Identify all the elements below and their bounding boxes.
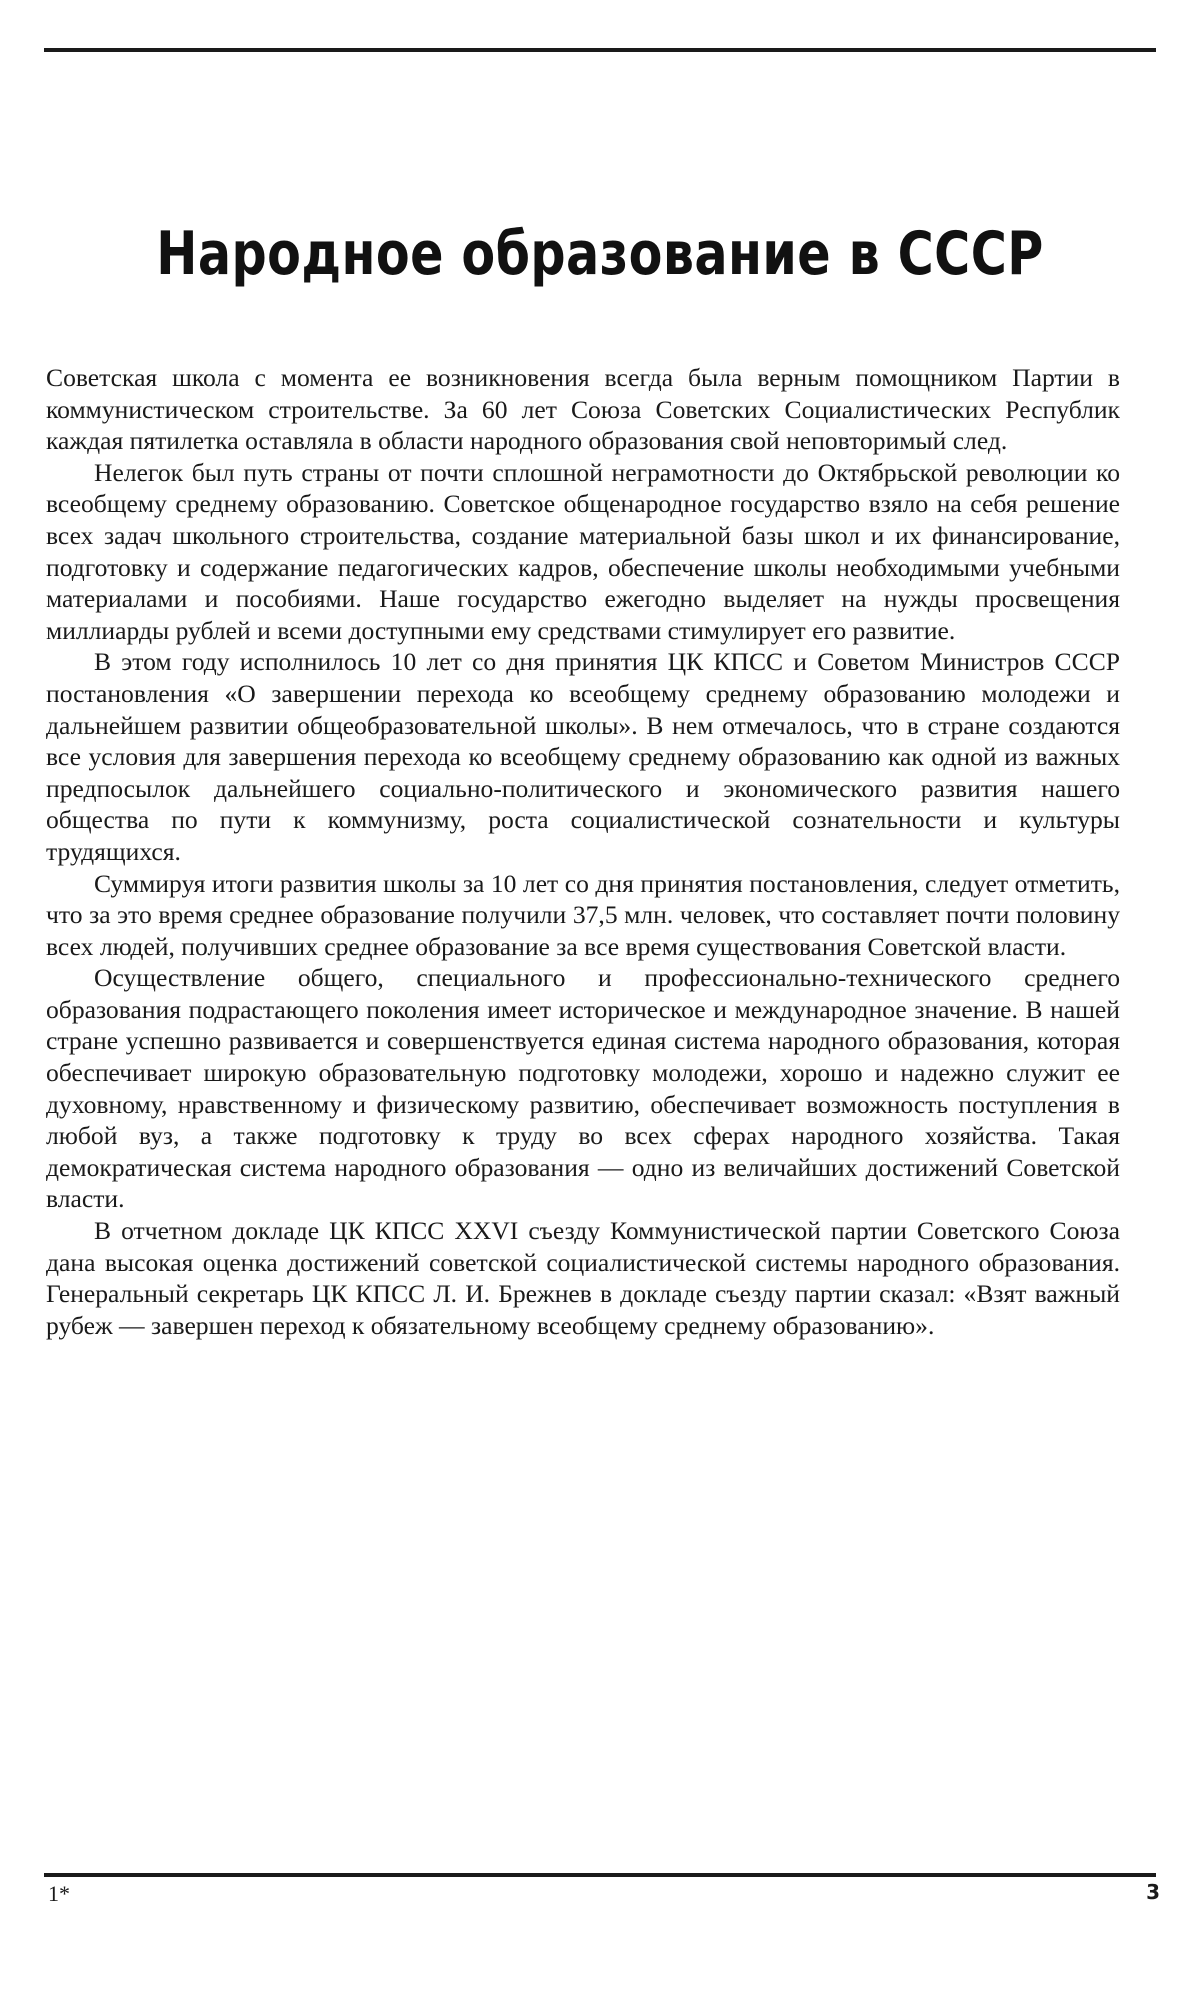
page-number: 3 (1146, 1880, 1160, 1904)
bottom-rule (44, 1873, 1156, 1877)
paragraph: Осуществление общего, специального и профессионально-технического среднего образования подрастающего поколения имеет историческое и международное значение. В нашей стране успешно развивается и совершенствуется единая система народного образования, которая обеспечивает широкую образовательную подготовку молодежи, хорошо и надежно служит ее духовному, нравственному и физическому развитию, обеспечивает возможность поступления в любой вуз, а также подготовку к труду во всех сферах народного хозяйства. Такая демократическая система народного образования — одно из величайших достижений Советской власти. (46, 963, 1120, 1214)
signature-mark: 1* (48, 1881, 70, 1906)
paragraph: В этом году исполнилось 10 лет со дня принятия ЦК КПСС и Советом Министров СССР постановления «О завершении перехода ко всеобщему среднему образованию молодежи и дальнейшем развитии общеобразовательной школы». В нем отмечалось, что в стране создаются все условия для завершения перехода ко всеобщему среднему образованию как одной из важных предпосылок дальнейшего социально-политического и экономического развития нашего общества по пути к коммунизму, роста социалистической сознательности и культуры трудящихся. (46, 647, 1120, 866)
paragraph: Нелегок был путь страны от почти сплошной неграмотности до Октябрьской революции ко всеобщему среднему образованию. Советское общенародное государство взяло на себя решение всех задач школьного строительства, создание материальной базы школ и их финансирование, подготовку и содержание педагогических кадров, обеспечение школы необходимыми учебными материалами и пособиями. Наше государство ежегодно выделяет на нужды просвещения миллиарды рублей и всеми доступными ему средствами стимулирует его развитие. (46, 457, 1120, 645)
article-title: Народное образование в СССР (156, 219, 1044, 289)
paragraph: Советская школа с момента ее возникновения всегда была верным помощником Партии в коммунистическом строительстве. За 60 лет Союза Советских Социалистических Республик каждая пятилетка оставляла в области народного образования свой неповторимый след. (46, 363, 1120, 456)
top-rule (44, 48, 1156, 52)
paragraph: В отчетном докладе ЦК КПСС XXVI съезду Коммунистической партии Советского Союза дана высокая оценка достижений советской социалистической системы народного образования. Генеральный секретарь ЦК КПСС Л. И. Брежнев в докладе съезду партии сказал: «Взят важный рубеж — завершен переход к обязательному всеобщему среднему образованию». (46, 1216, 1120, 1340)
paragraph: Суммируя итоги развития школы за 10 лет со дня принятия постановления, следует отметить, что за это время среднее образование получили 37,5 млн. человек, что составляет почти половину всех людей, получивших среднее образование за все время существования Советской власти. (46, 868, 1120, 961)
article-body (46, 362, 1120, 1341)
